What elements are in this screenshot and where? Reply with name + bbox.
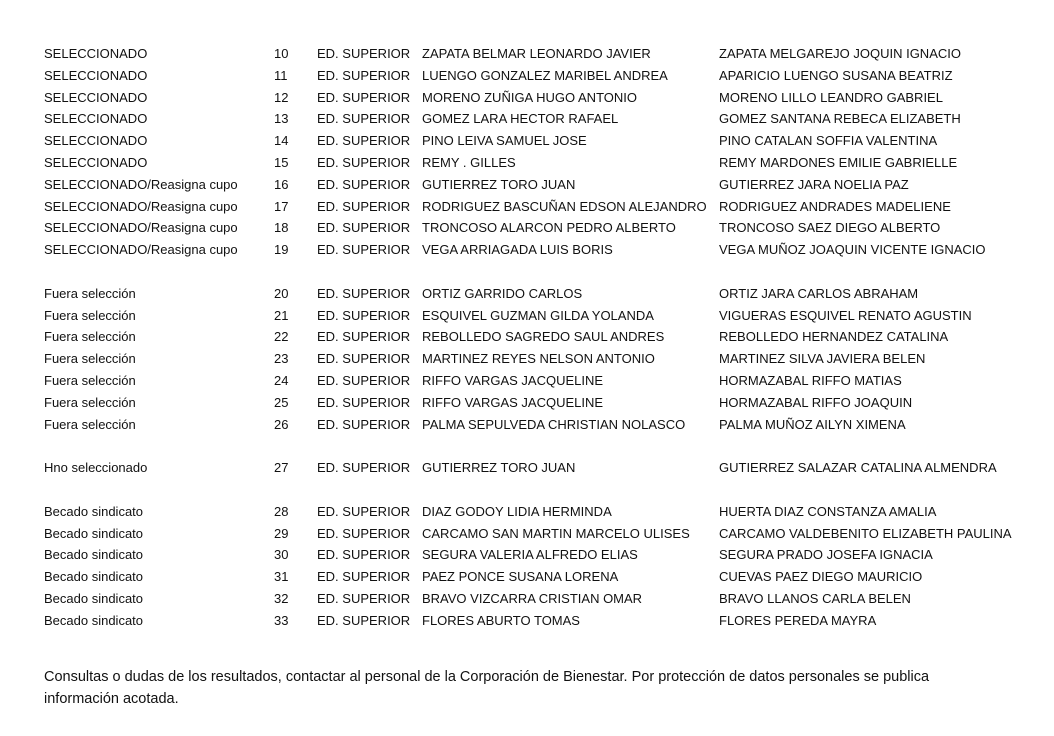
parent-name-cell: RIFFO VARGAS JACQUELINE bbox=[422, 394, 604, 410]
parent-name-cell: GOMEZ LARA HECTOR RAFAEL bbox=[422, 111, 619, 127]
number-cell: 14 bbox=[274, 133, 289, 149]
level-cell: ED. SUPERIOR bbox=[317, 612, 411, 628]
status-cell: SELECCIONADO/Reasigna cupo bbox=[44, 220, 238, 236]
number-cell: 24 bbox=[274, 372, 289, 388]
student-name-cell: APARICIO LUENGO SUSANA BEATRIZ bbox=[719, 67, 953, 83]
level-cell: ED. SUPERIOR bbox=[317, 372, 411, 388]
level-cell: ED. SUPERIOR bbox=[317, 46, 411, 61]
level-cell: ED. SUPERIOR bbox=[317, 285, 411, 301]
number-cell: 23 bbox=[274, 351, 289, 367]
level-cell: ED. SUPERIOR bbox=[317, 590, 411, 606]
student-name-cell: GUTIERREZ JARA NOELIA PAZ bbox=[719, 176, 909, 192]
student-name-cell: VEGA MUÑOZ JOAQUIN VICENTE IGNACIO bbox=[719, 242, 986, 258]
student-name-cell: CARCAMO VALDEBENITO ELIZABETH PAULINA bbox=[719, 525, 1012, 541]
parent-name-cell: GUTIERREZ TORO JUAN bbox=[422, 460, 576, 476]
level-cell: ED. SUPERIOR bbox=[317, 329, 411, 345]
parent-name-cell: SEGURA VALERIA ALFREDO ELIAS bbox=[422, 547, 638, 563]
number-cell: 11 bbox=[274, 67, 288, 83]
student-name-cell: HORMAZABAL RIFFO MATIAS bbox=[719, 372, 902, 388]
level-cell: ED. SUPERIOR bbox=[317, 220, 411, 236]
status-cell: Fuera selección bbox=[44, 394, 136, 410]
number-cell: 31 bbox=[274, 569, 289, 585]
footer-note: Consultas o dudas de los resultados, contactar al personal de la Corporación de Bienestar. Por protección de datos personales se publica información acotada. bbox=[44, 669, 930, 707]
level-cell: ED. SUPERIOR bbox=[317, 89, 411, 105]
status-cell: SELECCIONADO bbox=[44, 154, 148, 170]
parent-name-cell: CARCAMO SAN MARTIN MARCELO ULISES bbox=[422, 525, 690, 541]
level-cell: ED. SUPERIOR bbox=[317, 416, 411, 432]
number-cell: 25 bbox=[274, 394, 289, 410]
number-cell: 21 bbox=[274, 307, 289, 323]
student-name-cell: RODRIGUEZ ANDRADES MADELIENE bbox=[719, 198, 951, 214]
number-cell: 19 bbox=[274, 242, 289, 258]
student-name-cell: HUERTA DIAZ CONSTANZA AMALIA bbox=[719, 503, 937, 519]
number-cell: 33 bbox=[274, 612, 289, 628]
level-cell: ED. SUPERIOR bbox=[317, 351, 411, 367]
parent-name-cell: REBOLLEDO SAGREDO SAUL ANDRES bbox=[422, 329, 665, 345]
status-cell: Hno seleccionado bbox=[44, 460, 148, 476]
number-cell: 26 bbox=[274, 416, 289, 432]
student-name-cell: HORMAZABAL RIFFO JOAQUIN bbox=[719, 394, 913, 410]
student-name-cell: PINO CATALAN SOFFIA VALENTINA bbox=[719, 133, 938, 149]
student-name-cell: ZAPATA MELGAREJO JOQUIN IGNACIO bbox=[719, 46, 961, 61]
number-cell: 13 bbox=[274, 111, 289, 127]
parent-name-cell: TRONCOSO ALARCON PEDRO ALBERTO bbox=[422, 220, 676, 236]
number-cell: 28 bbox=[274, 503, 289, 519]
status-cell: SELECCIONADO bbox=[44, 89, 148, 105]
level-cell: ED. SUPERIOR bbox=[317, 133, 411, 149]
level-cell: ED. SUPERIOR bbox=[317, 394, 411, 410]
status-cell: Fuera selección bbox=[44, 307, 136, 323]
number-cell: 29 bbox=[274, 525, 289, 541]
status-cell: SELECCIONADO/Reasigna cupo bbox=[44, 198, 238, 214]
status-cell: Fuera selección bbox=[44, 372, 136, 388]
status-cell: SELECCIONADO bbox=[44, 67, 148, 83]
parent-name-cell: MARTINEZ REYES NELSON ANTONIO bbox=[422, 351, 655, 367]
number-cell: 10 bbox=[274, 46, 289, 61]
status-cell: SELECCIONADO bbox=[44, 133, 148, 149]
parent-name-cell: RIFFO VARGAS JACQUELINE bbox=[422, 372, 604, 388]
student-name-cell: CUEVAS PAEZ DIEGO MAURICIO bbox=[719, 569, 923, 585]
level-cell: ED. SUPERIOR bbox=[317, 111, 411, 127]
status-cell: SELECCIONADO/Reasigna cupo bbox=[44, 242, 238, 258]
level-cell: ED. SUPERIOR bbox=[317, 307, 411, 323]
student-name-cell: GOMEZ SANTANA REBECA ELIZABETH bbox=[719, 111, 961, 127]
student-name-cell: REBOLLEDO HERNANDEZ CATALINA bbox=[719, 329, 949, 345]
status-cell: Becado sindicato bbox=[44, 503, 144, 519]
status-cell: Fuera selección bbox=[44, 285, 136, 301]
student-name-cell: MARTINEZ SILVA JAVIERA BELEN bbox=[719, 351, 926, 367]
status-cell: SELECCIONADO bbox=[44, 111, 148, 127]
status-cell: Becado sindicato bbox=[44, 612, 144, 628]
parent-name-cell: PALMA SEPULVEDA CHRISTIAN NOLASCO bbox=[422, 416, 686, 432]
status-cell: Fuera selección bbox=[44, 351, 136, 367]
parent-name-cell: ORTIZ GARRIDO CARLOS bbox=[422, 285, 583, 301]
status-cell: Becado sindicato bbox=[44, 525, 144, 541]
number-cell: 15 bbox=[274, 154, 289, 170]
parent-name-cell: GUTIERREZ TORO JUAN bbox=[422, 176, 576, 192]
student-name-cell: BRAVO LLANOS CARLA BELEN bbox=[719, 590, 911, 606]
student-name-cell: MORENO LILLO LEANDRO GABRIEL bbox=[719, 89, 943, 105]
student-name-cell: FLORES PEREDA MAYRA bbox=[719, 612, 877, 628]
parent-name-cell: FLORES ABURTO TOMAS bbox=[422, 612, 580, 628]
level-cell: ED. SUPERIOR bbox=[317, 503, 411, 519]
level-cell: ED. SUPERIOR bbox=[317, 460, 411, 476]
parent-name-cell: RODRIGUEZ BASCUÑAN EDSON ALEJANDRO bbox=[422, 198, 707, 214]
parent-name-cell: VEGA ARRIAGADA LUIS BORIS bbox=[422, 242, 613, 258]
level-cell: ED. SUPERIOR bbox=[317, 176, 411, 192]
status-cell: Fuera selección bbox=[44, 329, 136, 345]
parent-name-cell: REMY . GILLES bbox=[422, 154, 516, 170]
parent-name-cell: ESQUIVEL GUZMAN GILDA YOLANDA bbox=[422, 307, 654, 323]
number-cell: 27 bbox=[274, 460, 289, 476]
parent-name-cell: ZAPATA BELMAR LEONARDO JAVIER bbox=[422, 46, 651, 61]
level-cell: ED. SUPERIOR bbox=[317, 67, 411, 83]
parent-name-cell: DIAZ GODOY LIDIA HERMINDA bbox=[422, 503, 612, 519]
number-cell: 20 bbox=[274, 285, 289, 301]
level-cell: ED. SUPERIOR bbox=[317, 525, 411, 541]
level-cell: ED. SUPERIOR bbox=[317, 198, 411, 214]
number-cell: 12 bbox=[274, 89, 289, 105]
student-name-cell: SEGURA PRADO JOSEFA IGNACIA bbox=[719, 547, 933, 563]
level-cell: ED. SUPERIOR bbox=[317, 569, 411, 585]
status-cell: SELECCIONADO bbox=[44, 46, 148, 61]
status-cell: Becado sindicato bbox=[44, 569, 144, 585]
student-name-cell: ORTIZ JARA CARLOS ABRAHAM bbox=[719, 285, 919, 301]
student-name-cell: REMY MARDONES EMILIE GABRIELLE bbox=[719, 154, 958, 170]
status-cell: SELECCIONADO/Reasigna cupo bbox=[44, 176, 238, 192]
parent-name-cell: BRAVO VIZCARRA CRISTIAN OMAR bbox=[422, 590, 643, 606]
student-name-cell: PALMA MUÑOZ AILYN XIMENA bbox=[719, 416, 906, 432]
number-cell: 30 bbox=[274, 547, 289, 563]
student-name-cell: VIGUERAS ESQUIVEL RENATO AGUSTIN bbox=[719, 307, 972, 323]
status-cell: Fuera selección bbox=[44, 416, 136, 432]
parent-name-cell: MORENO ZUÑIGA HUGO ANTONIO bbox=[422, 89, 638, 105]
number-cell: 17 bbox=[274, 198, 289, 214]
parent-name-cell: LUENGO GONZALEZ MARIBEL ANDREA bbox=[422, 67, 668, 83]
student-name-cell: TRONCOSO SAEZ DIEGO ALBERTO bbox=[719, 220, 941, 236]
number-cell: 16 bbox=[274, 176, 289, 192]
number-cell: 18 bbox=[274, 220, 289, 236]
parent-name-cell: PAEZ PONCE SUSANA LORENA bbox=[422, 569, 619, 585]
status-cell: Becado sindicato bbox=[44, 547, 144, 563]
status-cell: Becado sindicato bbox=[44, 590, 144, 606]
parent-name-cell: PINO LEIVA SAMUEL JOSE bbox=[422, 133, 587, 149]
number-cell: 32 bbox=[274, 590, 289, 606]
level-cell: ED. SUPERIOR bbox=[317, 547, 411, 563]
student-name-cell: GUTIERREZ SALAZAR CATALINA ALMENDRA bbox=[719, 460, 997, 476]
number-cell: 22 bbox=[274, 329, 289, 345]
level-cell: ED. SUPERIOR bbox=[317, 154, 411, 170]
level-cell: ED. SUPERIOR bbox=[317, 242, 411, 258]
